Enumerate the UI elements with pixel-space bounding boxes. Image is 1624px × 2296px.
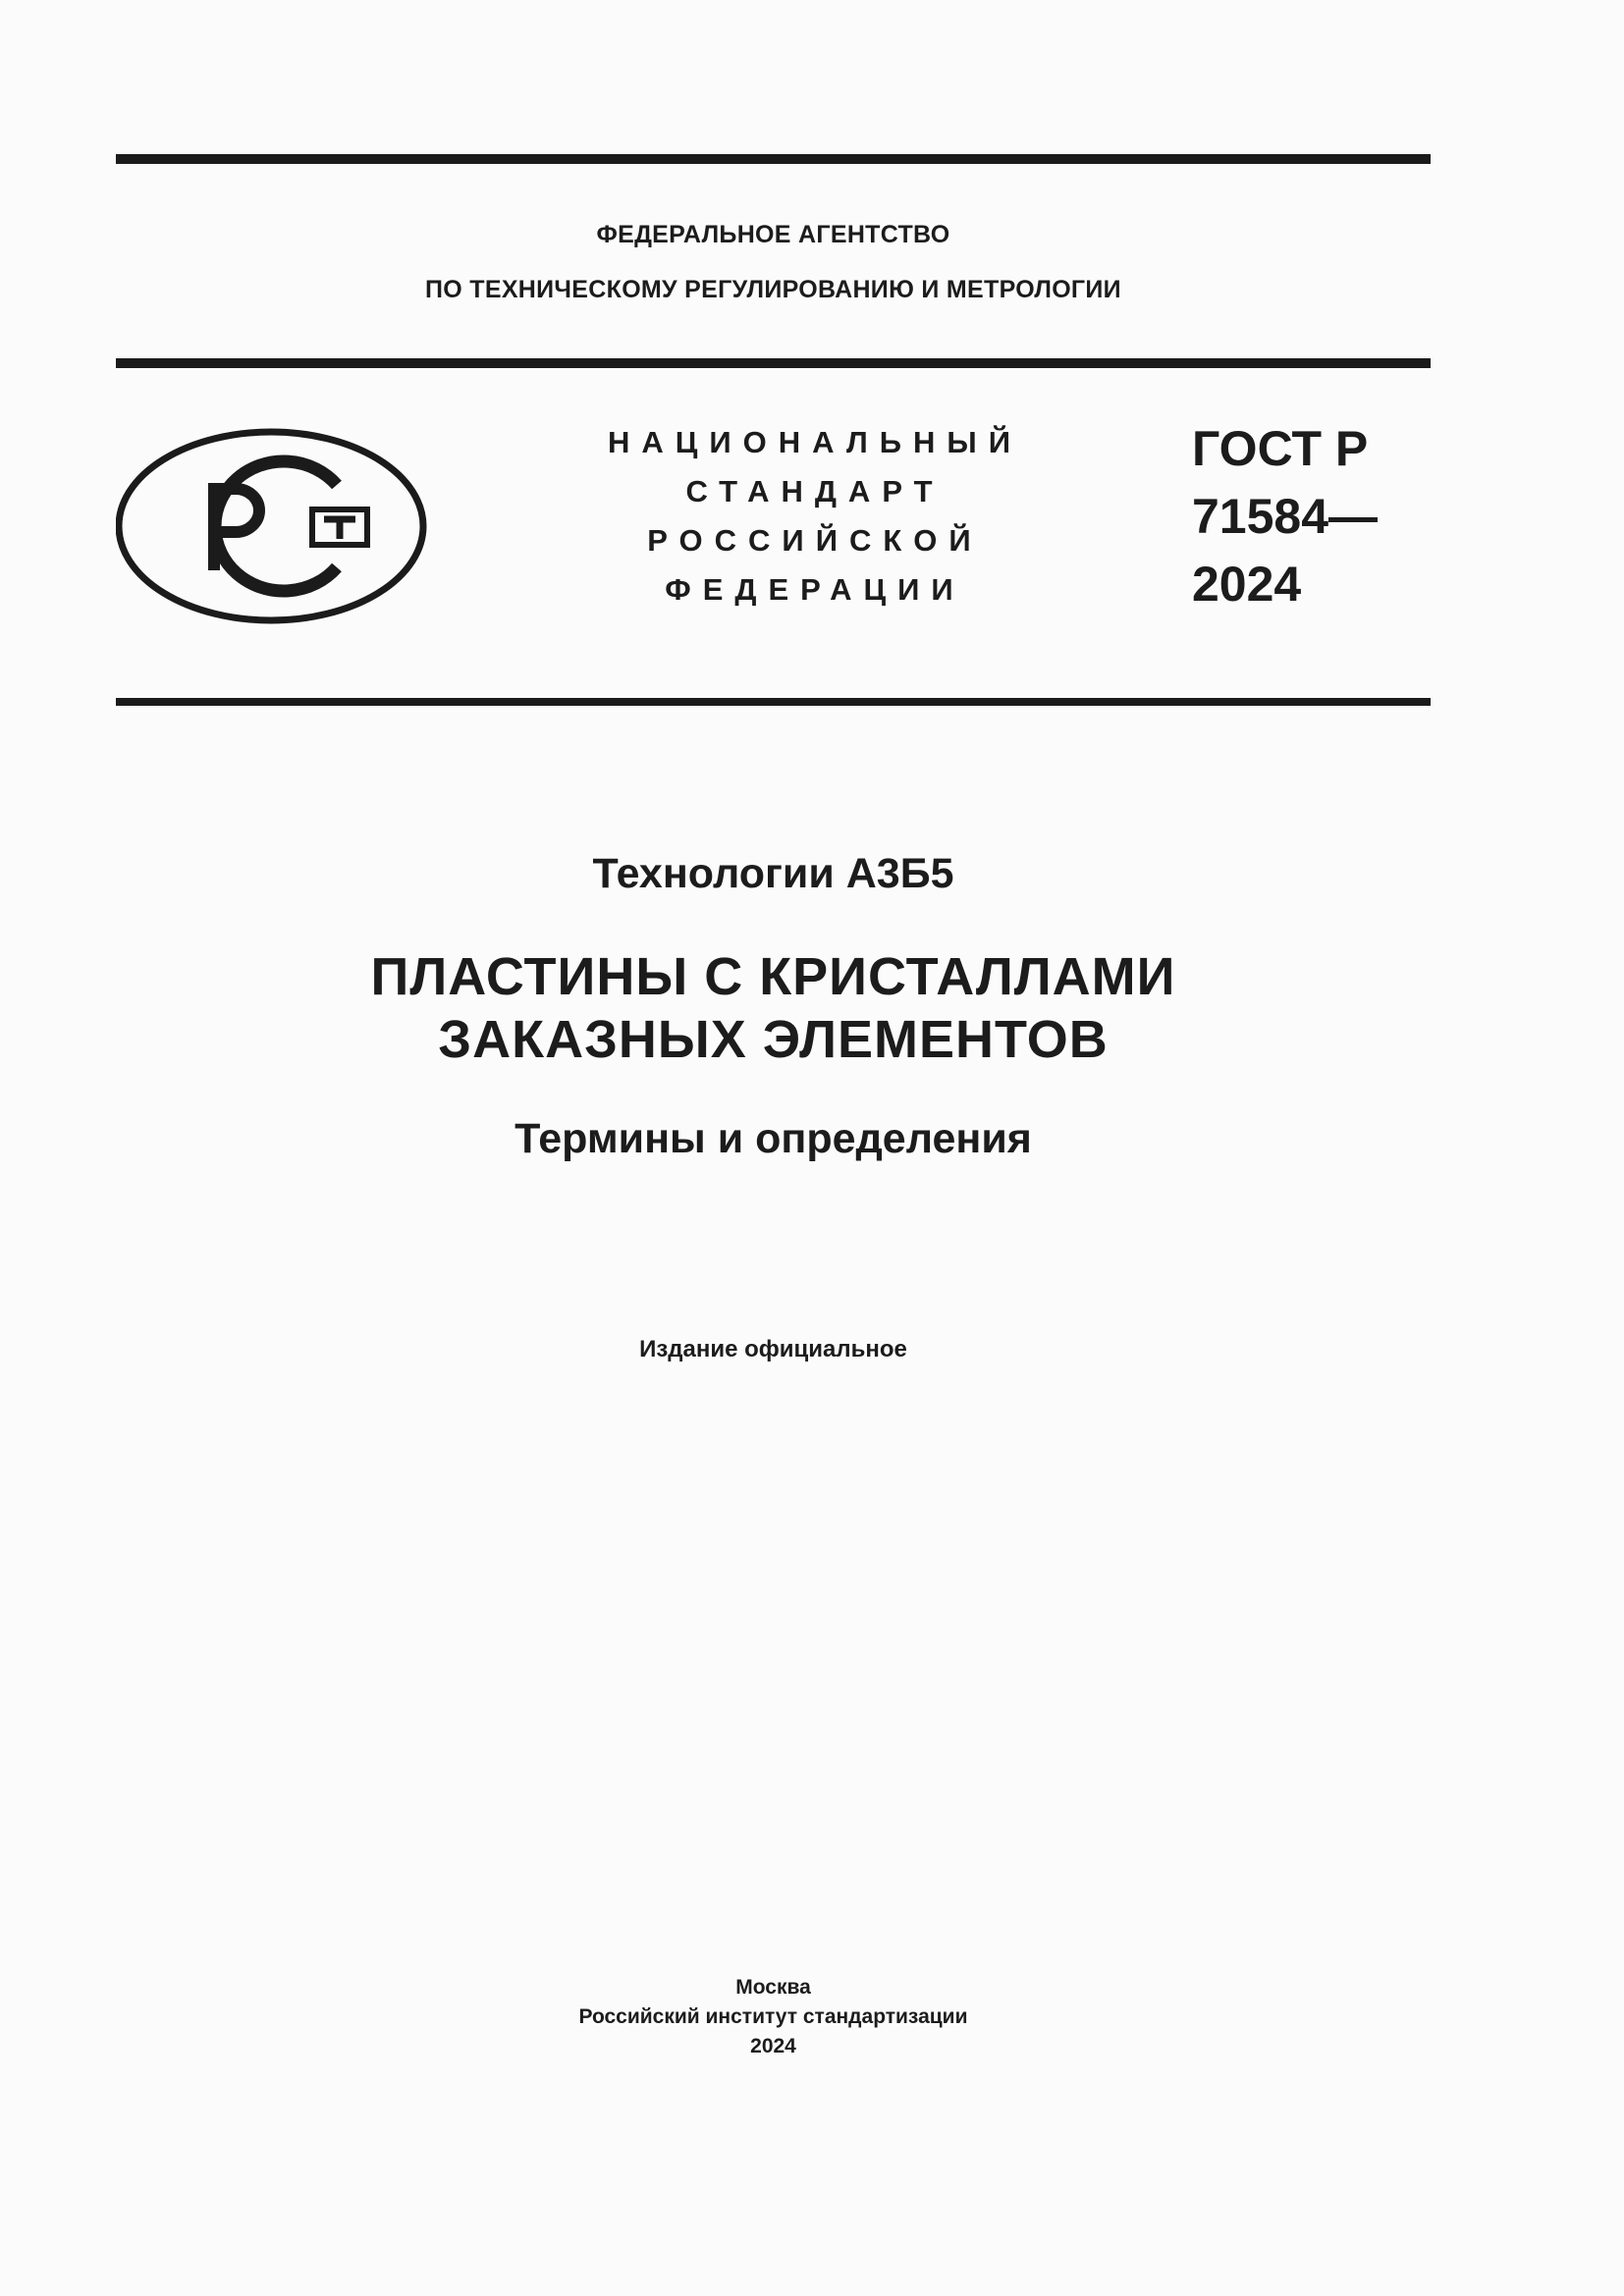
publisher-organization: Российский институт стандартизации	[578, 2005, 968, 2028]
bottom-rule	[116, 698, 1431, 706]
main-title-line-1: ПЛАСТИНЫ С КРИСТАЛЛАМИ	[370, 947, 1176, 1006]
middle-rule	[116, 358, 1431, 368]
national-standard-line: СТАНДАРТ	[685, 474, 945, 508]
document-subtitle: Термины и определения	[514, 1115, 1032, 1162]
rst-logo-icon	[116, 428, 430, 624]
top-rule	[116, 154, 1431, 164]
national-standard-line: НАЦИОНАЛЬНЫЙ	[607, 425, 1023, 459]
standard-designation-line: ГОСТ Р	[1192, 421, 1369, 476]
national-standard-line: ФЕДЕРАЦИИ	[665, 572, 965, 607]
national-standard-line: РОССИЙСКОЙ	[647, 523, 983, 558]
standard-designation-line: 71584—	[1192, 489, 1379, 544]
publisher-city: Москва	[735, 1976, 811, 1999]
publication-year: 2024	[750, 2035, 796, 2057]
agency-name-line-2: ПО ТЕХНИЧЕСКОМУ РЕГУЛИРОВАНИЮ И МЕТРОЛОГИИ	[425, 276, 1121, 303]
series-title: Технологии А3Б5	[592, 850, 954, 897]
edition-note: Издание официальное	[639, 1336, 907, 1362]
agency-name-line-1: ФЕДЕРАЛЬНОЕ АГЕНТСТВО	[596, 221, 950, 248]
standard-designation-line: 2024	[1192, 557, 1302, 612]
main-title-line-2: ЗАКАЗНЫХ ЭЛЕМЕНТОВ	[438, 1010, 1109, 1069]
